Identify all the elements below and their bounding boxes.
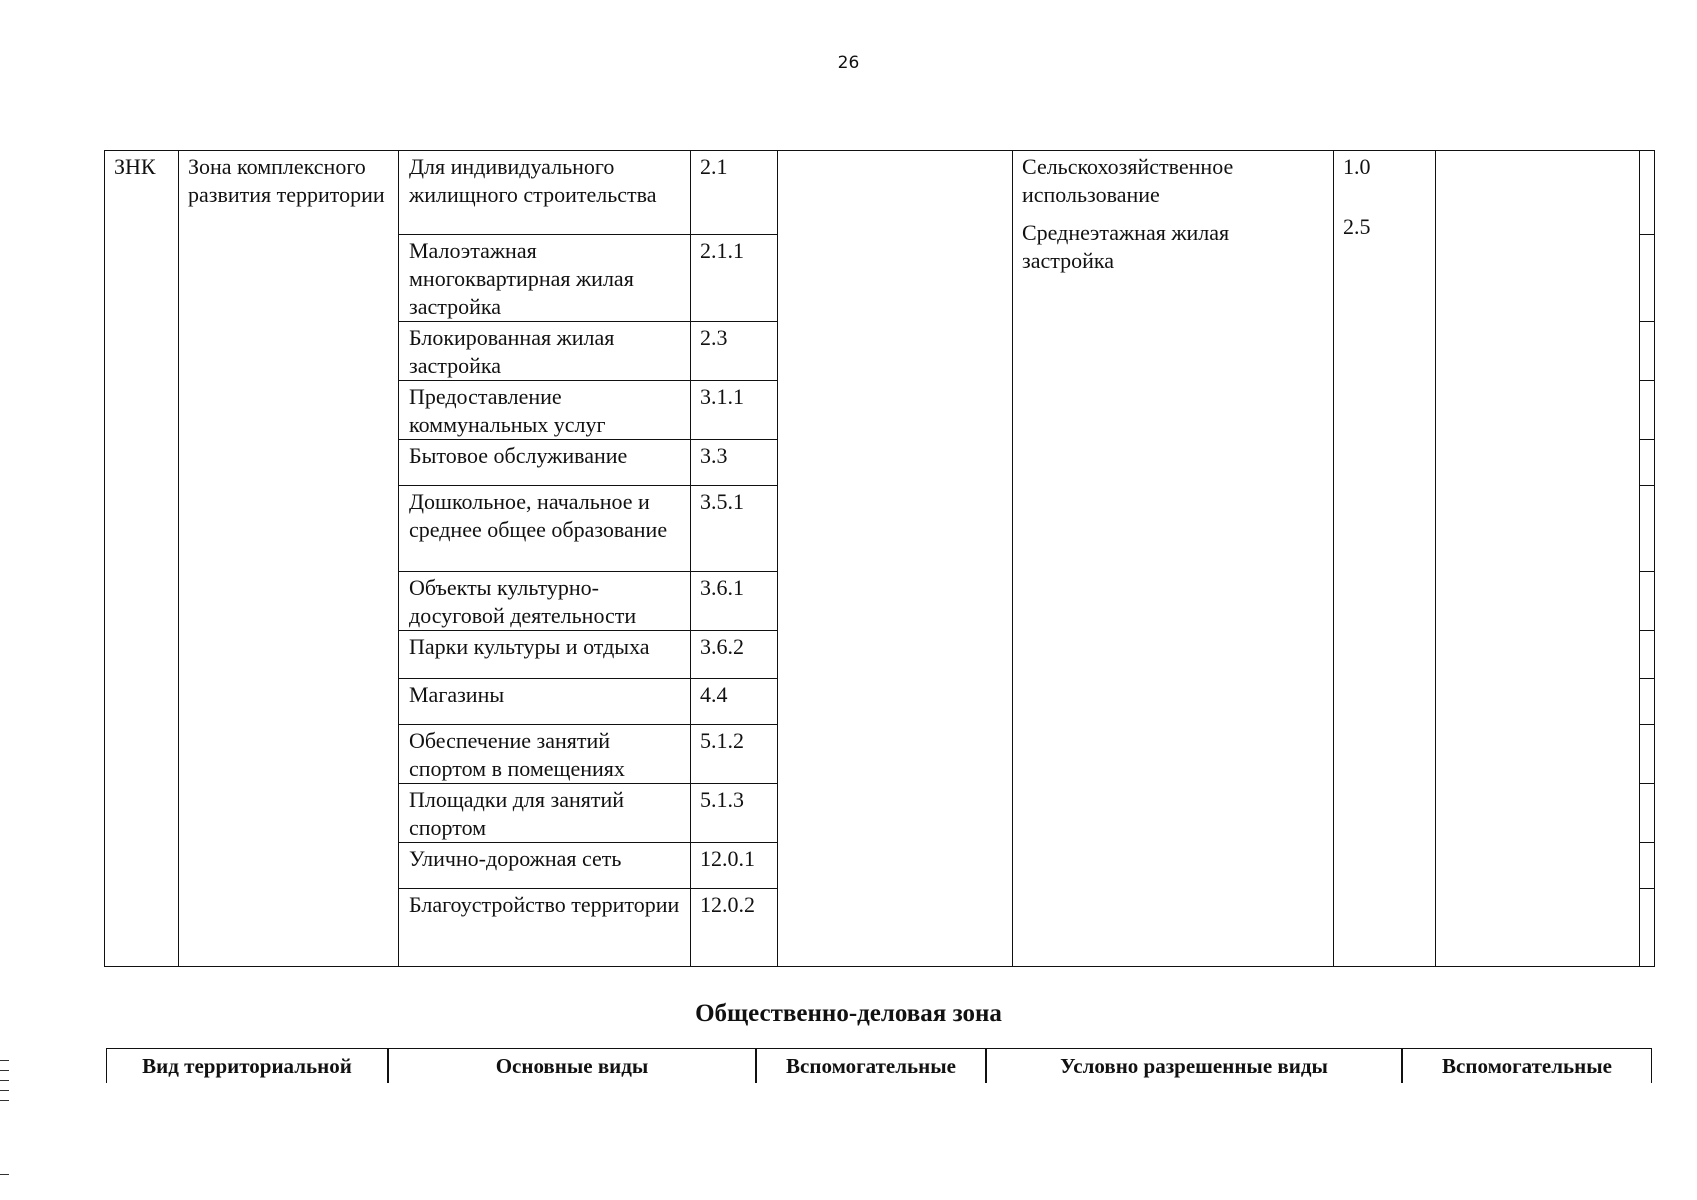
- main-use-code: 5.1.3: [700, 787, 744, 812]
- main-use-code: 3.6.2: [700, 634, 744, 659]
- main-use-code-cell: [691, 889, 778, 967]
- main-use-name: Для индивидуального жилищного строительства: [409, 154, 657, 207]
- conditional-auxiliary-cell: [1436, 151, 1640, 967]
- main-use-code: 3.3: [700, 443, 728, 468]
- main-use-name-cell: [399, 151, 691, 235]
- main-use-code: 3.5.1: [700, 489, 744, 514]
- main-use-name: Блокированная жилая застройка: [409, 325, 615, 378]
- main-use-code: 3.6.1: [700, 575, 744, 600]
- conditional-use-name: Сельскохозяйственное использование: [1022, 154, 1234, 207]
- edge-cell: [1640, 381, 1655, 440]
- main-use-code: 12.0.1: [700, 846, 755, 871]
- main-use-code-cell: [691, 235, 778, 322]
- main-use-code-cell: [691, 486, 778, 572]
- main-use-code: 3.1.1: [700, 384, 744, 409]
- edge-cell: [1640, 631, 1655, 679]
- zone-regulations-table: [104, 150, 1655, 967]
- main-use-code-cell: [691, 843, 778, 889]
- margin-mark: [0, 1070, 9, 1071]
- main-use-code: 2.1.1: [700, 238, 744, 263]
- main-use-code-cell: [691, 725, 778, 784]
- main-use-code: 5.1.2: [700, 728, 744, 753]
- edge-cell: [1640, 784, 1655, 843]
- edge-cell: [1640, 843, 1655, 889]
- main-use-code-cell: [691, 440, 778, 486]
- main-use-code-cell: [691, 322, 778, 381]
- main-use-name-cell: [399, 631, 691, 679]
- edge-cell: [1640, 151, 1655, 235]
- main-use-name-cell: [399, 725, 691, 784]
- zone-name: Зона комплексного развития территории: [188, 154, 385, 207]
- margin-mark: [0, 1174, 9, 1175]
- margin-mark: [0, 1060, 9, 1061]
- main-use-name: Объекты культурно-досуговой деятельности: [409, 575, 637, 628]
- main-use-name-cell: [399, 843, 691, 889]
- conditional-codes-cell: [1334, 151, 1436, 967]
- column-header-auxiliary: Вспомогательные: [756, 1048, 986, 1083]
- main-use-name: Улично-дорожная сеть: [409, 846, 622, 871]
- main-use-name: Площадки для занятий спортом: [409, 787, 625, 840]
- zone-name-cell: [179, 151, 399, 967]
- main-use-name: Парки культуры и отдыха: [409, 634, 650, 659]
- main-use-name-cell: [399, 784, 691, 843]
- edge-cell: [1640, 889, 1655, 967]
- conditional-use-code: 1.0: [1343, 154, 1371, 179]
- main-use-name: Благоустройство территории: [409, 892, 680, 917]
- conditional-use-code: 2.5: [1343, 214, 1371, 239]
- main-use-code: 2.1: [700, 154, 728, 179]
- main-use-code-cell: [691, 572, 778, 631]
- main-use-name-cell: [399, 679, 691, 725]
- main-use-name: Дошкольное, начальное и среднее общее образование: [409, 489, 668, 542]
- main-use-name: Магазины: [409, 682, 505, 707]
- margin-mark: [0, 1100, 9, 1101]
- main-use-code-cell: [691, 784, 778, 843]
- column-header-zone-type: Вид территориальной: [106, 1048, 388, 1083]
- auxiliary-uses-cell: [778, 151, 1013, 967]
- zone-code: ЗНК: [114, 154, 156, 179]
- main-use-name-cell: [399, 235, 691, 322]
- zone-code-cell: [105, 151, 179, 967]
- main-use-name: Предоставление коммунальных услуг: [409, 384, 606, 437]
- margin-mark: [0, 1080, 9, 1081]
- main-use-name-cell: [399, 486, 691, 572]
- zone-table-body: [105, 151, 1655, 967]
- margin-mark: [0, 1090, 9, 1091]
- edge-cell: [1640, 322, 1655, 381]
- column-header-conditional: Условно разрешенные виды: [986, 1048, 1402, 1083]
- edge-cell: [1640, 235, 1655, 322]
- column-header-main-uses: Основные виды: [388, 1048, 756, 1083]
- main-use-name-cell: [399, 572, 691, 631]
- main-use-code-cell: [691, 151, 778, 235]
- main-use-name: Малоэтажная многоквартирная жилая застройка: [409, 238, 634, 319]
- edge-cell: [1640, 725, 1655, 784]
- main-use-name-cell: [399, 440, 691, 486]
- main-use-code: 2.3: [700, 325, 728, 350]
- main-use-name-cell: [399, 381, 691, 440]
- main-use-code: 12.0.2: [700, 892, 755, 917]
- edge-cell: [1640, 679, 1655, 725]
- main-use-name-cell: [399, 889, 691, 967]
- section-heading: Общественно-деловая зона: [695, 1000, 1002, 1027]
- edge-cell: [1640, 486, 1655, 572]
- page-number: 26: [837, 53, 860, 73]
- column-header-conditional-auxiliary: Вспомогательные: [1402, 1048, 1652, 1083]
- conditional-use-name: Среднеэтажная жилая застройка: [1022, 220, 1230, 273]
- edge-cell: [1640, 572, 1655, 631]
- edge-cell: [1640, 440, 1655, 486]
- main-use-name-cell: [399, 322, 691, 381]
- main-use-code: 4.4: [700, 682, 728, 707]
- main-use-code-cell: [691, 381, 778, 440]
- main-use-code-cell: [691, 631, 778, 679]
- conditional-uses-cell: [1013, 151, 1334, 967]
- main-use-name: Бытовое обслуживание: [409, 443, 628, 468]
- main-use-name: Обеспечение занятий спортом в помещениях: [409, 728, 625, 781]
- table-row: [105, 151, 1655, 235]
- main-use-code-cell: [691, 679, 778, 725]
